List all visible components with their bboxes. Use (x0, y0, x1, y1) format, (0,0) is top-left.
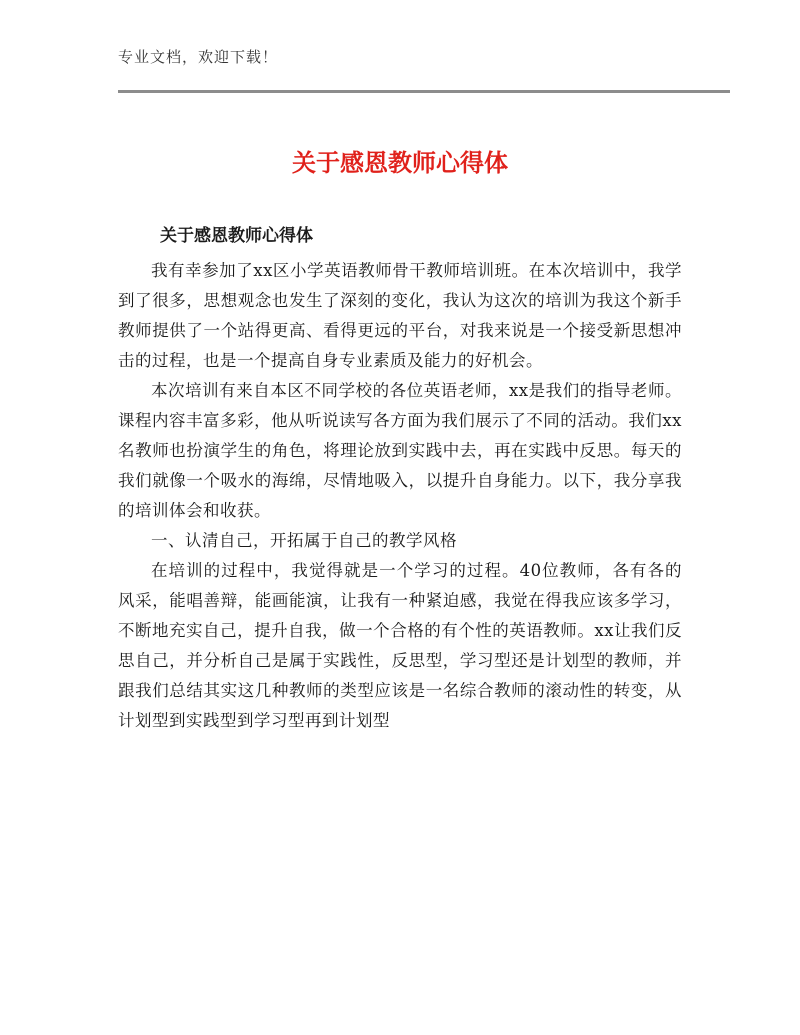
header-divider (118, 90, 730, 93)
document-subtitle: 关于感恩教师心得体 (160, 226, 313, 246)
paragraph: 在培训的过程中，我觉得就是一个学习的过程。40位教师，各有各的风采，能唱善辩，能画能演，让我有一种紧迫感，我觉在得我应该多学习，不断地充实自己，提升自我，做一个合格的有个性的英语教师。xx让我们反思自己，并分析自己是属于实践性，反思型，学习型还是计划型的教师，并跟我们总结其实这几种教师的类型应该是一名综合教师的滚动性的转变，从计划型到实践型到学习型再到计划型 (118, 561, 682, 730)
document-body (118, 256, 682, 736)
document-title: 关于感恩教师心得体 (292, 149, 508, 177)
paragraph: 我有幸参加了xx区小学英语教师骨干教师培训班。在本次培训中，我学到了很多，思想观念也发生了深刻的变化，我认为这次的培训为我这个新手教师提供了一个站得更高、看得更远的平台，对我来说是一个接受新思想冲击的过程，也是一个提高自身专业素质及能力的好机会。 (118, 261, 682, 370)
header-note: 专业文档，欢迎下载！ (118, 48, 279, 66)
paragraph: 本次培训有来自本区不同学校的各位英语老师，xx是我们的指导老师。课程内容丰富多彩，他从听说读写各方面为我们展示了不同的活动。我们xx名教师也扮演学生的角色，将理论放到实践中去，再在实践中反思。每天的我们就像一个吸水的海绵，尽情地吸入，以提升自身能力。以下，我分享我的培训体会和收获。 (118, 381, 682, 520)
section-heading: 一、认清自己，开拓属于自己的教学风格 (151, 531, 457, 550)
